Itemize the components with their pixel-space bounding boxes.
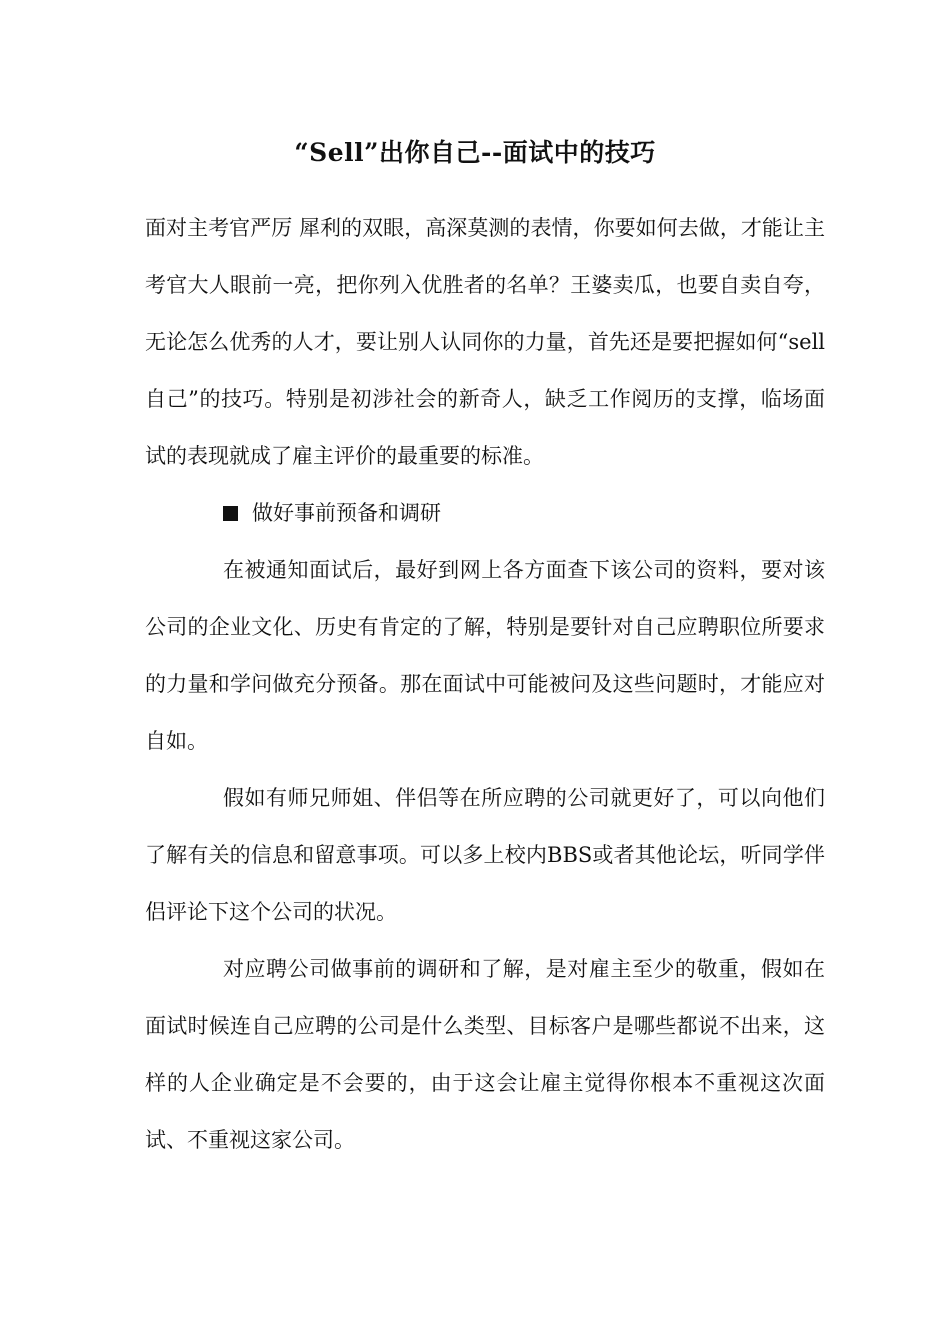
document-body [145, 200, 825, 1169]
intro-paragraph: 面对主考官严厉 犀利的双眼，高深莫测的表情，你要如何去做，才能让主考官大人眼前一亮，把你列入优胜者的名单？王婆卖瓜，也要自卖自夸，无论怎么优秀的人才，要让别人认同你的力量，首先还是要把握如何“sell自己”的技巧。特别是初涉社会的新奇人，缺乏工作阅历的支撑，临场面试的表现就成了雇主评价的最重要的标准。 [145, 216, 825, 468]
section-heading [145, 485, 825, 542]
document-title: “Sell”出你自己--面试中的技巧 [294, 138, 656, 167]
section-heading-text: 做好事前预备和调研 [252, 501, 441, 525]
square-bullet-icon [223, 506, 238, 521]
body-paragraph: 假如有师兄师姐、伴侣等在所应聘的公司就更好了，可以向他们了解有关的信息和留意事项。可以多上校内BBS或者其他论坛，听同学伴侣评论下这个公司的状况。 [145, 786, 825, 924]
body-paragraph: 对应聘公司做事前的调研和了解，是对雇主至少的敬重，假如在面试时候连自己应聘的公司是什么类型、目标客户是哪些都说不出来，这样的人企业确定是不会要的，由于这会让雇主觉得你根本不重视这次面试、不重视这家公司。 [145, 957, 825, 1152]
body-paragraph: 在被通知面试后，最好到网上各方面查下该公司的资料，要对该公司的企业文化、历史有肯定的了解，特别是要针对自己应聘职位所要求的力量和学问做充分预备。那在面试中可能被问及这些问题时，才能应对自如。 [145, 558, 825, 753]
